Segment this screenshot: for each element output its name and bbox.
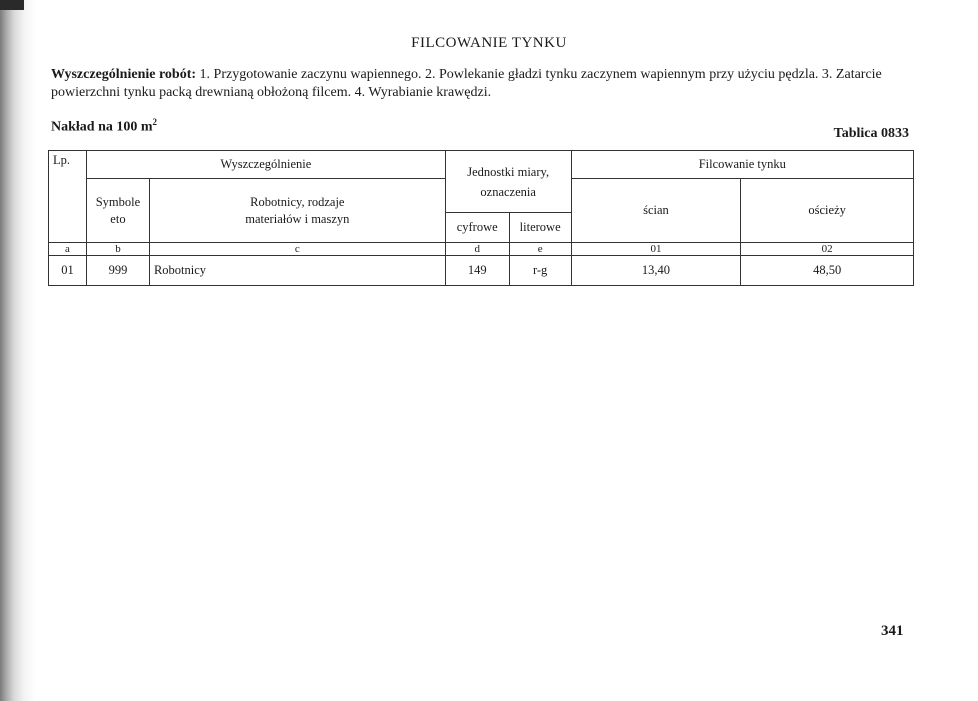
- header-cyfrowe: cyfrowe: [445, 213, 509, 243]
- header-wyszczegolnienie: Wyszczególnienie: [86, 151, 445, 179]
- header-lp: Lp.: [49, 151, 87, 243]
- letter-a: a: [49, 243, 87, 256]
- row-osciezy: 48,50: [741, 256, 914, 286]
- letter-c: c: [149, 243, 445, 256]
- letter-d: d: [445, 243, 509, 256]
- naklad-label: [51, 117, 157, 136]
- header-filcowanie: Filcowanie tynku: [571, 151, 913, 179]
- letter-02: 02: [741, 243, 914, 256]
- row-scian: 13,40: [571, 256, 741, 286]
- works-description: [51, 66, 919, 102]
- header-robotnicy-rodzaje: Robotnicy, rodzaje materiałów i maszyn: [149, 179, 445, 243]
- table-row: [49, 256, 914, 286]
- header-symbole: Symbole eto: [86, 179, 149, 243]
- row-name: Robotnicy: [149, 256, 445, 286]
- table-number: Tablica 0833: [833, 126, 909, 141]
- naklad-superscript: 2: [152, 117, 158, 127]
- letter-01: 01: [571, 243, 741, 256]
- norm-table: [48, 150, 914, 286]
- row-cyfrowe: 149: [445, 256, 509, 286]
- header-jednostki: Jednostki miary, oznaczenia: [445, 151, 571, 213]
- corner-mark: [0, 0, 24, 10]
- description-label: Wyszczególnienie robót:: [51, 67, 197, 82]
- description-text: 1. Przygotowanie zaczynu wapiennego. 2. Powlekanie gładzi tynku zaczynem wapiennym przy użyciu pędzla. 3. Zatarcie powierzchni tynku packą drewnianą obłożoną filcem. 4. Wyrabianie krawędzi.: [51, 67, 882, 100]
- letter-b: b: [86, 243, 149, 256]
- column-letters-row: [49, 243, 914, 256]
- header-scian: ścian: [571, 179, 741, 243]
- header-row-1: [49, 151, 914, 179]
- row-lp: 01: [49, 256, 87, 286]
- binding-shadow: [0, 0, 36, 701]
- page-title: FILCOWANIE TYNKU: [411, 35, 567, 51]
- naklad-text: Nakład na 100 m: [51, 119, 153, 135]
- header-osciezy: ościeży: [741, 179, 914, 243]
- page-number: 341: [881, 623, 904, 639]
- row-literowe: r-g: [509, 256, 571, 286]
- row-symbol: 999: [86, 256, 149, 286]
- letter-e: e: [509, 243, 571, 256]
- header-literowe: literowe: [509, 213, 571, 243]
